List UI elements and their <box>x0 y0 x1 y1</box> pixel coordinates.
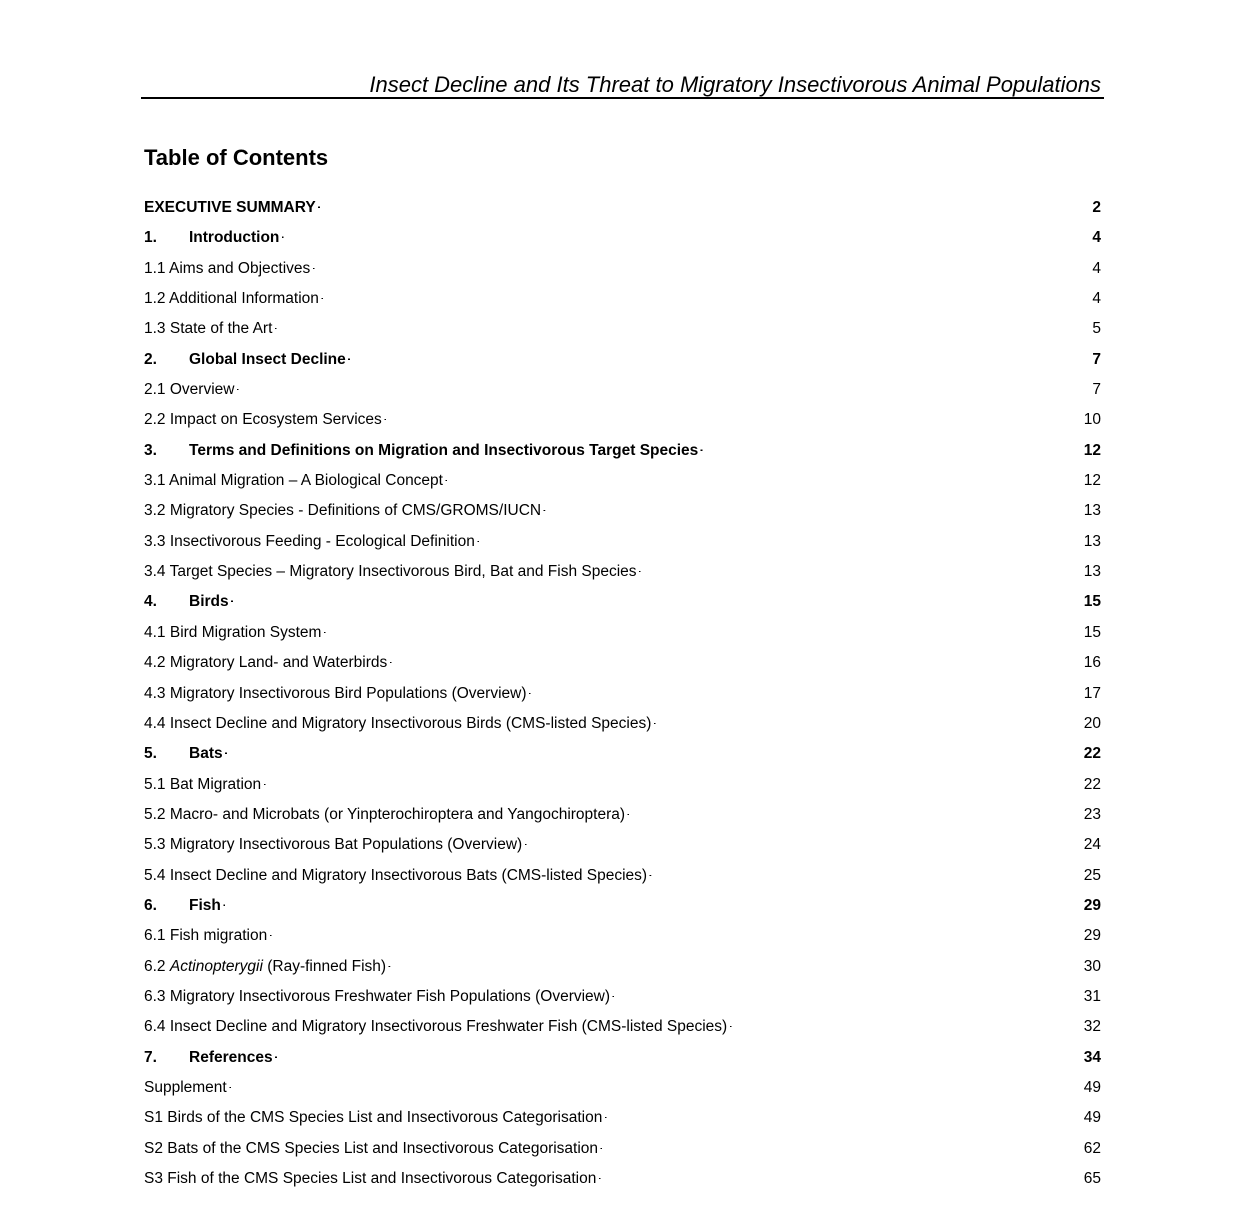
toc-leader-dots <box>445 471 1082 485</box>
toc-entry[interactable] <box>144 1012 1101 1042</box>
toc-page-number: 65 <box>1083 1170 1101 1187</box>
toc-page-number: 32 <box>1083 1018 1101 1036</box>
toc-entry[interactable] <box>144 952 1101 982</box>
toc-entry-title-italic: Actinopterygii <box>169 957 263 975</box>
toc-entry-title: 3.1 Animal Migration – A Biological Concept <box>144 472 443 490</box>
toc-entry-number: 4. <box>144 593 157 611</box>
toc-leader-dots <box>231 592 1082 606</box>
toc-entry[interactable] <box>144 284 1101 314</box>
toc-entry[interactable] <box>144 709 1101 739</box>
toc-entry-title: Fish <box>189 896 221 914</box>
toc-entry[interactable] <box>144 1103 1101 1133</box>
toc-leader-dots <box>627 805 1082 819</box>
toc-entry-number: 2. <box>144 350 157 368</box>
toc-page-number: 12 <box>1083 441 1101 459</box>
toc-entry[interactable] <box>144 1043 1101 1073</box>
toc-entry-title: 5.4 Insect Decline and Migratory Insectivorous Bats (CMS-listed Species) <box>144 866 648 884</box>
toc-page-number: 7 <box>1092 381 1101 399</box>
toc-entry[interactable] <box>144 254 1101 284</box>
toc-entry[interactable] <box>144 982 1101 1012</box>
toc-entry-title: 2.2 Impact on Ecosystem Services <box>144 411 382 429</box>
toc-page-number: 5 <box>1092 320 1101 338</box>
toc-entry-title <box>144 952 386 982</box>
toc-leader-dots <box>598 1169 1081 1183</box>
toc-entry[interactable] <box>144 193 1101 223</box>
toc-entry-number: 1. <box>144 229 157 247</box>
toc-page-number: 31 <box>1083 987 1101 1005</box>
toc-entry[interactable] <box>144 345 1101 375</box>
toc-entry[interactable] <box>144 830 1101 860</box>
toc-page-number: 29 <box>1083 896 1101 914</box>
toc-entry-title: 3.2 Migratory Species - Definitions of CMS/GROMS/IUCN <box>144 502 542 520</box>
toc-entry-title: Global Insect Decline <box>189 350 346 368</box>
toc-entry[interactable] <box>144 891 1101 921</box>
toc-leader-dots <box>388 957 1082 971</box>
toc-entry[interactable] <box>144 921 1101 951</box>
toc-leader-dots <box>528 684 1081 698</box>
toc-page-number: 10 <box>1083 411 1101 429</box>
toc-page-number: 2 <box>1092 199 1101 216</box>
toc-entry[interactable] <box>144 436 1101 466</box>
toc-page-number: 34 <box>1083 1048 1101 1066</box>
toc-leader-dots <box>649 866 1082 880</box>
toc-page-number: 13 <box>1083 563 1101 581</box>
toc-leader-dots <box>321 289 1090 303</box>
toc-page-number: 22 <box>1083 745 1101 763</box>
running-header: Insect Decline and Its Threat to Migratory Insectivorous Animal Populations <box>141 70 1104 99</box>
toc-entry-title: 6.4 Insect Decline and Migratory Insectivorous Freshwater Fish (CMS-listed Species) <box>144 1018 728 1036</box>
page-title: Table of Contents <box>144 145 329 170</box>
toc-entry[interactable] <box>144 587 1101 617</box>
toc-entry-number: 6. <box>144 896 157 914</box>
toc-entry[interactable] <box>144 679 1101 709</box>
toc-entry[interactable] <box>144 861 1101 891</box>
toc-entry[interactable] <box>144 770 1101 800</box>
toc-leader-dots <box>524 835 1082 849</box>
toc-leader-dots <box>236 380 1090 394</box>
toc-entry-title: 3.4 Target Species – Migratory Insectivorous Bird, Bat and Fish Species <box>144 563 637 581</box>
toc-entry-title: 5.1 Bat Migration <box>144 775 262 793</box>
toc-entry-title: 1.1 Aims and Objectives <box>144 259 311 277</box>
toc-entry[interactable] <box>144 314 1101 344</box>
toc-entry-title: S1 Birds of the CMS Species List and Insectivorous Categorisation <box>144 1109 603 1127</box>
toc-page-number: 13 <box>1083 532 1101 550</box>
toc-leader-dots <box>274 319 1090 333</box>
toc-leader-dots <box>229 1078 1082 1092</box>
toc-leader-dots <box>384 410 1082 424</box>
toc-leader-dots <box>275 1048 1082 1062</box>
toc-page-number: 25 <box>1083 866 1101 884</box>
toc-leader-dots <box>477 532 1082 546</box>
toc-entry[interactable] <box>144 527 1101 557</box>
toc-entry-title: Birds <box>189 593 229 611</box>
toc-page-number: 29 <box>1083 927 1101 945</box>
toc-page-number: 13 <box>1083 502 1101 520</box>
toc-entry[interactable] <box>144 800 1101 830</box>
toc-page-number: 62 <box>1083 1139 1101 1157</box>
toc-page-number: 30 <box>1083 957 1101 975</box>
toc-entry[interactable] <box>144 466 1101 496</box>
toc-entry-title: 4.4 Insect Decline and Migratory Insectivorous Birds (CMS-listed Species) <box>144 714 652 732</box>
toc-leader-dots <box>389 653 1082 667</box>
toc-entry-title-suffix: (Ray-finned Fish) <box>262 957 387 975</box>
toc-entry[interactable] <box>144 375 1101 405</box>
toc-leader-dots <box>600 1139 1082 1153</box>
toc-page-number: 24 <box>1083 836 1101 854</box>
toc-entry-title: Terms and Definitions on Migration and Insectivorous Target Species <box>189 441 699 459</box>
toc-leader-dots <box>543 501 1082 515</box>
toc-entry-title: EXECUTIVE SUMMARY <box>144 199 316 216</box>
toc-leader-dots <box>318 198 1091 212</box>
toc-leader-dots <box>612 987 1082 1001</box>
toc-page-number: 4 <box>1092 259 1101 277</box>
toc-leader-dots <box>604 1108 1081 1122</box>
toc-entry-title: S2 Bats of the CMS Species List and Insectivorous Categorisation <box>144 1139 599 1157</box>
toc-entry-number: 5. <box>144 745 157 763</box>
toc-page-number: 15 <box>1083 593 1101 611</box>
toc-page-number: 7 <box>1092 350 1101 368</box>
toc-entry-title: 4.2 Migratory Land- and Waterbirds <box>144 654 388 672</box>
toc-entry-title: 5.2 Macro- and Microbats (or Yinpterochiroptera and Yangochiroptera) <box>144 805 626 823</box>
toc-page-number: 22 <box>1083 775 1101 793</box>
toc-page-number: 20 <box>1083 714 1101 732</box>
toc-entry-title: 4.1 Bird Migration System <box>144 623 322 641</box>
toc-leader-dots <box>700 441 1081 455</box>
toc-entry[interactable] <box>144 618 1101 648</box>
toc-leader-dots <box>729 1017 1082 1031</box>
toc-entry-number: 7. <box>144 1048 157 1066</box>
toc-page-number: 12 <box>1083 472 1101 490</box>
toc-page-number: 49 <box>1083 1109 1101 1127</box>
toc-entry[interactable] <box>144 496 1101 526</box>
toc-entry[interactable] <box>144 557 1101 587</box>
toc-leader-dots <box>323 623 1081 637</box>
toc-leader-dots <box>348 350 1091 364</box>
toc-entry-title: 2.1 Overview <box>144 381 235 399</box>
toc-leader-dots <box>312 259 1090 273</box>
toc-page-number: 23 <box>1083 805 1101 823</box>
toc-entry-title: 6.1 Fish migration <box>144 927 268 945</box>
toc-entry[interactable] <box>144 405 1101 435</box>
toc-entry[interactable] <box>144 648 1101 678</box>
toc-entry-title: 4.3 Migratory Insectivorous Bird Populations (Overview) <box>144 684 527 702</box>
toc-entry-title: 5.3 Migratory Insectivorous Bat Populations (Overview) <box>144 836 523 854</box>
toc-leader-dots <box>263 775 1082 789</box>
toc-entry-title: Introduction <box>189 229 280 247</box>
toc-list <box>144 193 1101 1194</box>
toc-leader-dots <box>653 714 1081 728</box>
toc-entry-title: 3.3 Insectivorous Feeding - Ecological Definition <box>144 532 475 550</box>
toc-entry-title: Bats <box>189 745 223 763</box>
toc-entry-title: 1.2 Additional Information <box>144 290 319 308</box>
toc-entry[interactable] <box>144 223 1101 253</box>
toc-page-number: 16 <box>1083 654 1101 672</box>
toc-page-number: 17 <box>1083 684 1101 702</box>
toc-leader-dots <box>639 562 1082 576</box>
toc-leader-dots <box>223 896 1082 910</box>
toc-entry[interactable] <box>144 1134 1101 1164</box>
toc-entry-number: 3. <box>144 441 157 459</box>
toc-entry-title: S3 Fish of the CMS Species List and Insectivorous Categorisation <box>144 1170 597 1187</box>
toc-entry-title: 1.3 State of the Art <box>144 320 273 338</box>
toc-entry[interactable] <box>144 739 1101 769</box>
toc-entry-title: Supplement <box>144 1078 227 1096</box>
toc-leader-dots <box>225 744 1082 758</box>
toc-page-number: 49 <box>1083 1078 1101 1096</box>
toc-entry-title-prefix: 6.2 <box>144 957 170 975</box>
toc-entry-title: 6.3 Migratory Insectivorous Freshwater Fish Populations (Overview) <box>144 987 611 1005</box>
toc-page-number: 4 <box>1092 290 1101 308</box>
toc-leader-dots <box>281 228 1090 242</box>
toc-entry-title: References <box>189 1048 273 1066</box>
toc-leader-dots <box>269 926 1082 940</box>
toc-page-number: 4 <box>1092 229 1101 247</box>
toc-page-number: 15 <box>1083 623 1101 641</box>
toc-entry[interactable] <box>144 1164 1101 1194</box>
toc-entry[interactable] <box>144 1073 1101 1103</box>
